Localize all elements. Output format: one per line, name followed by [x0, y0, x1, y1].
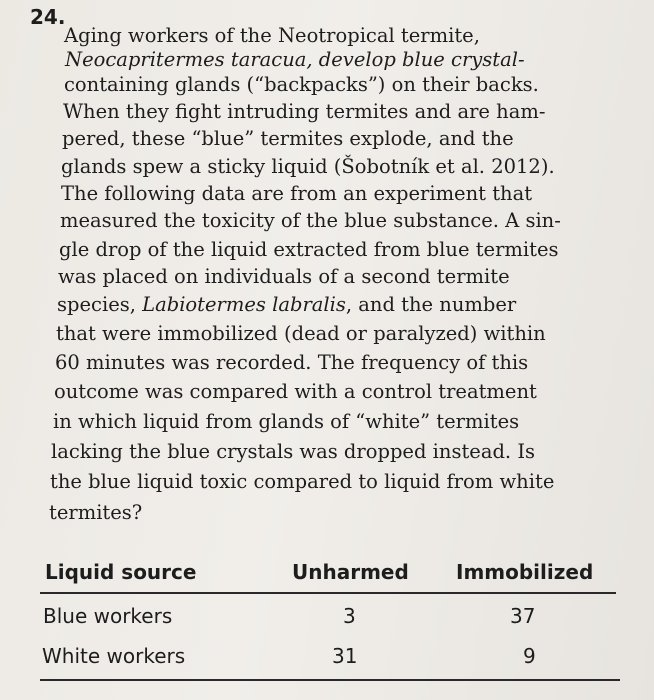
question-line-11: species, Labiotermes labralis, and the number — [57, 293, 517, 316]
table-bottom-rule — [40, 679, 620, 681]
species-name-emphasis: Labiotermes labralis — [142, 293, 346, 316]
cell-white-unharmed: 31 — [332, 644, 358, 668]
question-line-4: When they fight intruding termites and are ham- — [63, 100, 546, 123]
table-row — [40, 644, 620, 680]
header-immobilized: Immobilized — [456, 560, 594, 584]
header-unharmed: Unharmed — [292, 560, 409, 584]
question-line-10: was placed on individuals of a second termite — [58, 265, 510, 288]
problem-number: 24. — [30, 5, 66, 29]
question-line-13: 60 minutes was recorded. The frequency of this — [55, 351, 529, 374]
cell-white-immobilized: 9 — [523, 644, 536, 668]
row-label-blue-workers: Blue workers — [43, 604, 173, 628]
question-line-6: glands spew a sticky liquid (Šobotník et al. 2012). — [61, 155, 555, 178]
table-row — [40, 604, 620, 640]
question-line-12: that were immobilized (dead or paralyzed) within — [56, 322, 546, 345]
header-liquid-source: Liquid source — [45, 560, 197, 584]
question-line-2: Neocapritermes taracua, develop blue crystal- — [65, 48, 525, 71]
question-line-17: the blue liquid toxic compared to liquid from white — [50, 470, 555, 493]
table-header — [40, 556, 620, 590]
question-line-1: Aging workers of the Neotropical termite, — [64, 24, 480, 47]
cell-blue-immobilized: 37 — [510, 604, 536, 628]
table-top-rule — [40, 592, 616, 594]
question-line-3: containing glands (“backpacks”) on their backs. — [64, 73, 539, 96]
question-line-5: pered, these “blue” termites explode, and the — [62, 127, 514, 150]
cell-blue-unharmed: 3 — [343, 604, 356, 628]
question-line-18: termites? — [49, 501, 143, 524]
question-line-7: The following data are from an experiment that — [61, 182, 533, 205]
question-line-8: measured the toxicity of the blue substance. A sin- — [60, 209, 561, 232]
question-line-9: gle drop of the liquid extracted from blue termites — [59, 238, 559, 261]
question-line-16: lacking the blue crystals was dropped instead. Is — [51, 440, 536, 463]
question-line-14: outcome was compared with a control treatment — [54, 380, 537, 403]
question-line-15: in which liquid from glands of “white” termites — [53, 410, 520, 433]
row-label-white-workers: White workers — [42, 644, 186, 668]
